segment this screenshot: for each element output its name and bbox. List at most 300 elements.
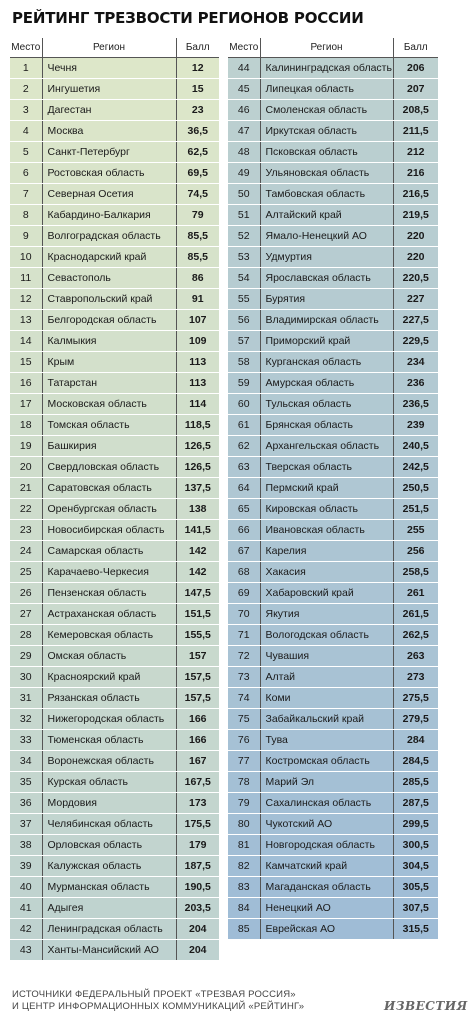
place-cell: 84 [228, 898, 260, 919]
score-cell: 240,5 [393, 436, 438, 457]
place-cell: 79 [228, 793, 260, 814]
table-row [10, 79, 219, 100]
score-cell: 251,5 [393, 499, 438, 520]
score-cell: 275,5 [393, 688, 438, 709]
table-row [10, 226, 219, 247]
table-row [228, 835, 438, 856]
table-row [228, 226, 438, 247]
place-cell: 37 [10, 814, 42, 835]
score-cell: 234 [393, 352, 438, 373]
place-cell: 42 [10, 919, 42, 940]
table-row [228, 877, 438, 898]
table-row [10, 814, 219, 835]
score-cell: 113 [176, 352, 219, 373]
score-cell: 227,5 [393, 310, 438, 331]
rating-table-left [10, 38, 219, 961]
score-cell: 227 [393, 289, 438, 310]
region-cell: Челябинская область [42, 814, 176, 835]
region-cell: Оренбургская область [42, 499, 176, 520]
table-row [10, 289, 219, 310]
header-region: Регион [42, 38, 176, 58]
place-cell: 2 [10, 79, 42, 100]
place-cell: 40 [10, 877, 42, 898]
place-cell: 13 [10, 310, 42, 331]
table-row [228, 331, 438, 352]
score-cell: 167,5 [176, 772, 219, 793]
place-cell: 29 [10, 646, 42, 667]
region-cell: Сахалинская область [260, 793, 393, 814]
header-region: Регион [260, 38, 393, 58]
place-cell: 60 [228, 394, 260, 415]
region-cell: Красноярский край [42, 667, 176, 688]
score-cell: 211,5 [393, 121, 438, 142]
score-cell: 118,5 [176, 415, 219, 436]
table-row [228, 352, 438, 373]
place-cell: 81 [228, 835, 260, 856]
score-cell: 155,5 [176, 625, 219, 646]
region-cell: Адыгея [42, 898, 176, 919]
table-row [228, 625, 438, 646]
region-cell: Чувашия [260, 646, 393, 667]
place-cell: 47 [228, 121, 260, 142]
table-row [228, 898, 438, 919]
table-row [228, 163, 438, 184]
place-cell: 18 [10, 415, 42, 436]
score-cell: 173 [176, 793, 219, 814]
region-cell: Тульская область [260, 394, 393, 415]
score-cell: 157 [176, 646, 219, 667]
score-cell: 304,5 [393, 856, 438, 877]
table-row [10, 940, 219, 961]
place-cell: 26 [10, 583, 42, 604]
score-cell: 138 [176, 499, 219, 520]
region-cell: Ставропольский край [42, 289, 176, 310]
place-cell: 56 [228, 310, 260, 331]
table-row [10, 520, 219, 541]
place-cell: 41 [10, 898, 42, 919]
table-row [10, 856, 219, 877]
table-row [228, 478, 438, 499]
score-cell: 220,5 [393, 268, 438, 289]
region-cell: Владимирская область [260, 310, 393, 331]
place-cell: 76 [228, 730, 260, 751]
score-cell: 279,5 [393, 709, 438, 730]
score-cell: 216,5 [393, 184, 438, 205]
region-cell: Саратовская область [42, 478, 176, 499]
place-cell: 12 [10, 289, 42, 310]
table-row [228, 289, 438, 310]
score-cell: 204 [176, 919, 219, 940]
place-cell: 74 [228, 688, 260, 709]
table-row [228, 100, 438, 121]
place-cell: 5 [10, 142, 42, 163]
table-row [10, 478, 219, 499]
table-row [228, 688, 438, 709]
score-cell: 142 [176, 541, 219, 562]
place-cell: 16 [10, 373, 42, 394]
table-row [10, 835, 219, 856]
sources-line-2: И ЦЕНТР ИНФОРМАЦИОННЫХ КОММУНИКАЦИЙ «РЕЙТИНГ» [12, 1001, 305, 1012]
region-cell: Тамбовская область [260, 184, 393, 205]
score-cell: 236 [393, 373, 438, 394]
region-cell: Липецкая область [260, 79, 393, 100]
score-cell: 307,5 [393, 898, 438, 919]
score-cell: 187,5 [176, 856, 219, 877]
table-row [10, 163, 219, 184]
score-cell: 203,5 [176, 898, 219, 919]
region-cell: Москва [42, 121, 176, 142]
score-cell: 212 [393, 142, 438, 163]
region-cell: Ульяновская область [260, 163, 393, 184]
region-cell: Астраханская область [42, 604, 176, 625]
table-row [228, 730, 438, 751]
region-cell: Свердловская область [42, 457, 176, 478]
table-row [228, 394, 438, 415]
sources-note [12, 989, 342, 1013]
region-cell: Ханты-Мансийский АО [42, 940, 176, 961]
score-cell: 175,5 [176, 814, 219, 835]
region-cell: Нижегородская область [42, 709, 176, 730]
table-row [10, 772, 219, 793]
region-cell: Пермский край [260, 478, 393, 499]
place-cell: 22 [10, 499, 42, 520]
score-cell: 142 [176, 562, 219, 583]
region-cell: Брянская область [260, 415, 393, 436]
region-cell: Воронежская область [42, 751, 176, 772]
score-cell: 208,5 [393, 100, 438, 121]
place-cell: 44 [228, 58, 260, 79]
place-cell: 43 [10, 940, 42, 961]
region-cell: Амурская область [260, 373, 393, 394]
table-row [10, 457, 219, 478]
place-cell: 24 [10, 541, 42, 562]
place-cell: 30 [10, 667, 42, 688]
score-cell: 167 [176, 751, 219, 772]
region-cell: Крым [42, 352, 176, 373]
table-row [10, 898, 219, 919]
table-row [10, 709, 219, 730]
region-cell: Приморский край [260, 331, 393, 352]
region-cell: Новгородская область [260, 835, 393, 856]
score-cell: 300,5 [393, 835, 438, 856]
place-cell: 3 [10, 100, 42, 121]
score-cell: 204 [176, 940, 219, 961]
region-cell: Курганская область [260, 352, 393, 373]
place-cell: 14 [10, 331, 42, 352]
region-cell: Хабаровский край [260, 583, 393, 604]
header-place: Место [10, 38, 42, 58]
region-cell: Алтайский край [260, 205, 393, 226]
table-row [228, 58, 438, 79]
region-cell: Ленинградская область [42, 919, 176, 940]
table-row [10, 415, 219, 436]
place-cell: 17 [10, 394, 42, 415]
header-place: Место [228, 38, 260, 58]
table-row [228, 709, 438, 730]
region-cell: Башкирия [42, 436, 176, 457]
score-cell: 262,5 [393, 625, 438, 646]
table-row [10, 205, 219, 226]
score-cell: 219,5 [393, 205, 438, 226]
score-cell: 15 [176, 79, 219, 100]
place-cell: 6 [10, 163, 42, 184]
table-row [228, 142, 438, 163]
table-row [10, 394, 219, 415]
region-cell: Волгоградская область [42, 226, 176, 247]
region-cell: Рязанская область [42, 688, 176, 709]
region-cell: Якутия [260, 604, 393, 625]
region-cell: Курская область [42, 772, 176, 793]
place-cell: 78 [228, 772, 260, 793]
region-cell: Кабардино-Балкария [42, 205, 176, 226]
table-row [10, 751, 219, 772]
table-row [228, 268, 438, 289]
score-cell: 23 [176, 100, 219, 121]
table-row [228, 436, 438, 457]
region-cell: Хакасия [260, 562, 393, 583]
score-cell: 305,5 [393, 877, 438, 898]
table-row [228, 121, 438, 142]
region-cell: Калининградская область [260, 58, 393, 79]
table-row [228, 856, 438, 877]
score-cell: 179 [176, 835, 219, 856]
score-cell: 36,5 [176, 121, 219, 142]
region-cell: Краснодарский край [42, 247, 176, 268]
region-cell: Карелия [260, 541, 393, 562]
header-score: Балл [393, 38, 438, 58]
place-cell: 53 [228, 247, 260, 268]
table-row [228, 79, 438, 100]
place-cell: 59 [228, 373, 260, 394]
place-cell: 55 [228, 289, 260, 310]
region-cell: Мурманская область [42, 877, 176, 898]
score-cell: 62,5 [176, 142, 219, 163]
table-row [10, 877, 219, 898]
score-cell: 79 [176, 205, 219, 226]
region-cell: Удмуртия [260, 247, 393, 268]
region-cell: Алтай [260, 667, 393, 688]
place-cell: 65 [228, 499, 260, 520]
score-cell: 12 [176, 58, 219, 79]
region-cell: Чечня [42, 58, 176, 79]
place-cell: 75 [228, 709, 260, 730]
place-cell: 72 [228, 646, 260, 667]
place-cell: 7 [10, 184, 42, 205]
table-row [228, 415, 438, 436]
table-row [228, 814, 438, 835]
score-cell: 229,5 [393, 331, 438, 352]
region-cell: Тверская область [260, 457, 393, 478]
header-score: Балл [176, 38, 219, 58]
table-row [228, 184, 438, 205]
table-row [228, 499, 438, 520]
table-row [228, 247, 438, 268]
score-cell: 151,5 [176, 604, 219, 625]
region-cell: Чукотский АО [260, 814, 393, 835]
table-row [10, 352, 219, 373]
region-cell: Архангельская область [260, 436, 393, 457]
sources-line-1: ИСТОЧНИКИ ФЕДЕРАЛЬНЫЙ ПРОЕКТ «ТРЕЗВАЯ РОССИЯ» [12, 989, 296, 1000]
place-cell: 8 [10, 205, 42, 226]
place-cell: 21 [10, 478, 42, 499]
score-cell: 285,5 [393, 772, 438, 793]
region-cell: Коми [260, 688, 393, 709]
score-cell: 258,5 [393, 562, 438, 583]
score-cell: 86 [176, 268, 219, 289]
region-cell: Северная Осетия [42, 184, 176, 205]
score-cell: 74,5 [176, 184, 219, 205]
place-cell: 73 [228, 667, 260, 688]
table-row [10, 646, 219, 667]
score-cell: 206 [393, 58, 438, 79]
place-cell: 54 [228, 268, 260, 289]
region-cell: Забайкальский край [260, 709, 393, 730]
place-cell: 32 [10, 709, 42, 730]
score-cell: 109 [176, 331, 219, 352]
region-cell: Татарстан [42, 373, 176, 394]
region-cell: Самарская область [42, 541, 176, 562]
place-cell: 50 [228, 184, 260, 205]
score-cell: 190,5 [176, 877, 219, 898]
score-cell: 85,5 [176, 226, 219, 247]
place-cell: 11 [10, 268, 42, 289]
table-row [10, 268, 219, 289]
region-cell: Омская область [42, 646, 176, 667]
region-cell: Кировская область [260, 499, 393, 520]
place-cell: 51 [228, 205, 260, 226]
score-cell: 126,5 [176, 457, 219, 478]
score-cell: 91 [176, 289, 219, 310]
place-cell: 34 [10, 751, 42, 772]
region-cell: Ямало-Ненецкий АО [260, 226, 393, 247]
region-cell: Вологодская область [260, 625, 393, 646]
place-cell: 64 [228, 478, 260, 499]
score-cell: 166 [176, 730, 219, 751]
table-row [228, 520, 438, 541]
score-cell: 147,5 [176, 583, 219, 604]
region-cell: Калужская область [42, 856, 176, 877]
region-cell: Томская область [42, 415, 176, 436]
region-cell: Псковская область [260, 142, 393, 163]
place-cell: 25 [10, 562, 42, 583]
score-cell: 261 [393, 583, 438, 604]
table-row [228, 373, 438, 394]
table-row [10, 373, 219, 394]
table-row [228, 562, 438, 583]
place-cell: 49 [228, 163, 260, 184]
region-cell: Камчатский край [260, 856, 393, 877]
table-header-row [228, 38, 438, 58]
score-cell: 255 [393, 520, 438, 541]
table-row [228, 583, 438, 604]
score-cell: 261,5 [393, 604, 438, 625]
table-row [228, 793, 438, 814]
region-cell: Кемеровская область [42, 625, 176, 646]
place-cell: 28 [10, 625, 42, 646]
table-row [228, 604, 438, 625]
region-cell: Ингушетия [42, 79, 176, 100]
page-title: РЕЙТИНГ ТРЕЗВОСТИ РЕГИОНОВ РОССИИ [12, 9, 364, 27]
table-row [228, 646, 438, 667]
place-cell: 4 [10, 121, 42, 142]
score-cell: 85,5 [176, 247, 219, 268]
score-cell: 216 [393, 163, 438, 184]
score-cell: 315,5 [393, 919, 438, 940]
table-row [228, 310, 438, 331]
table-row [10, 688, 219, 709]
region-cell: Белгородская область [42, 310, 176, 331]
place-cell: 82 [228, 856, 260, 877]
place-cell: 57 [228, 331, 260, 352]
region-cell: Тува [260, 730, 393, 751]
place-cell: 46 [228, 100, 260, 121]
score-cell: 242,5 [393, 457, 438, 478]
table-row [10, 58, 219, 79]
score-cell: 273 [393, 667, 438, 688]
place-cell: 10 [10, 247, 42, 268]
table-row [228, 541, 438, 562]
region-cell: Калмыкия [42, 331, 176, 352]
table-row [10, 499, 219, 520]
publisher-logo: ИЗВЕСТИЯ [384, 999, 468, 1013]
region-cell: Иркутская область [260, 121, 393, 142]
place-cell: 15 [10, 352, 42, 373]
place-cell: 48 [228, 142, 260, 163]
score-cell: 137,5 [176, 478, 219, 499]
place-cell: 52 [228, 226, 260, 247]
region-cell: Бурятия [260, 289, 393, 310]
region-cell: Еврейская АО [260, 919, 393, 940]
place-cell: 61 [228, 415, 260, 436]
place-cell: 39 [10, 856, 42, 877]
score-cell: 284,5 [393, 751, 438, 772]
region-cell: Дагестан [42, 100, 176, 121]
place-cell: 85 [228, 919, 260, 940]
region-cell: Ивановская область [260, 520, 393, 541]
region-cell: Московская область [42, 394, 176, 415]
score-cell: 250,5 [393, 478, 438, 499]
place-cell: 35 [10, 772, 42, 793]
table-row [228, 751, 438, 772]
table-row [10, 184, 219, 205]
score-cell: 239 [393, 415, 438, 436]
place-cell: 77 [228, 751, 260, 772]
place-cell: 67 [228, 541, 260, 562]
place-cell: 80 [228, 814, 260, 835]
score-cell: 166 [176, 709, 219, 730]
place-cell: 63 [228, 457, 260, 478]
score-cell: 107 [176, 310, 219, 331]
place-cell: 20 [10, 457, 42, 478]
region-cell: Ярославская область [260, 268, 393, 289]
table-row [228, 919, 438, 940]
place-cell: 58 [228, 352, 260, 373]
score-cell: 256 [393, 541, 438, 562]
score-cell: 299,5 [393, 814, 438, 835]
table-row [10, 142, 219, 163]
score-cell: 114 [176, 394, 219, 415]
table-row [10, 625, 219, 646]
table-row [228, 457, 438, 478]
table-row [10, 310, 219, 331]
table-row [10, 730, 219, 751]
region-cell: Санкт-Петербург [42, 142, 176, 163]
table-row [10, 247, 219, 268]
table-header-row [10, 38, 219, 58]
place-cell: 1 [10, 58, 42, 79]
table-row [10, 793, 219, 814]
region-cell: Ненецкий АО [260, 898, 393, 919]
